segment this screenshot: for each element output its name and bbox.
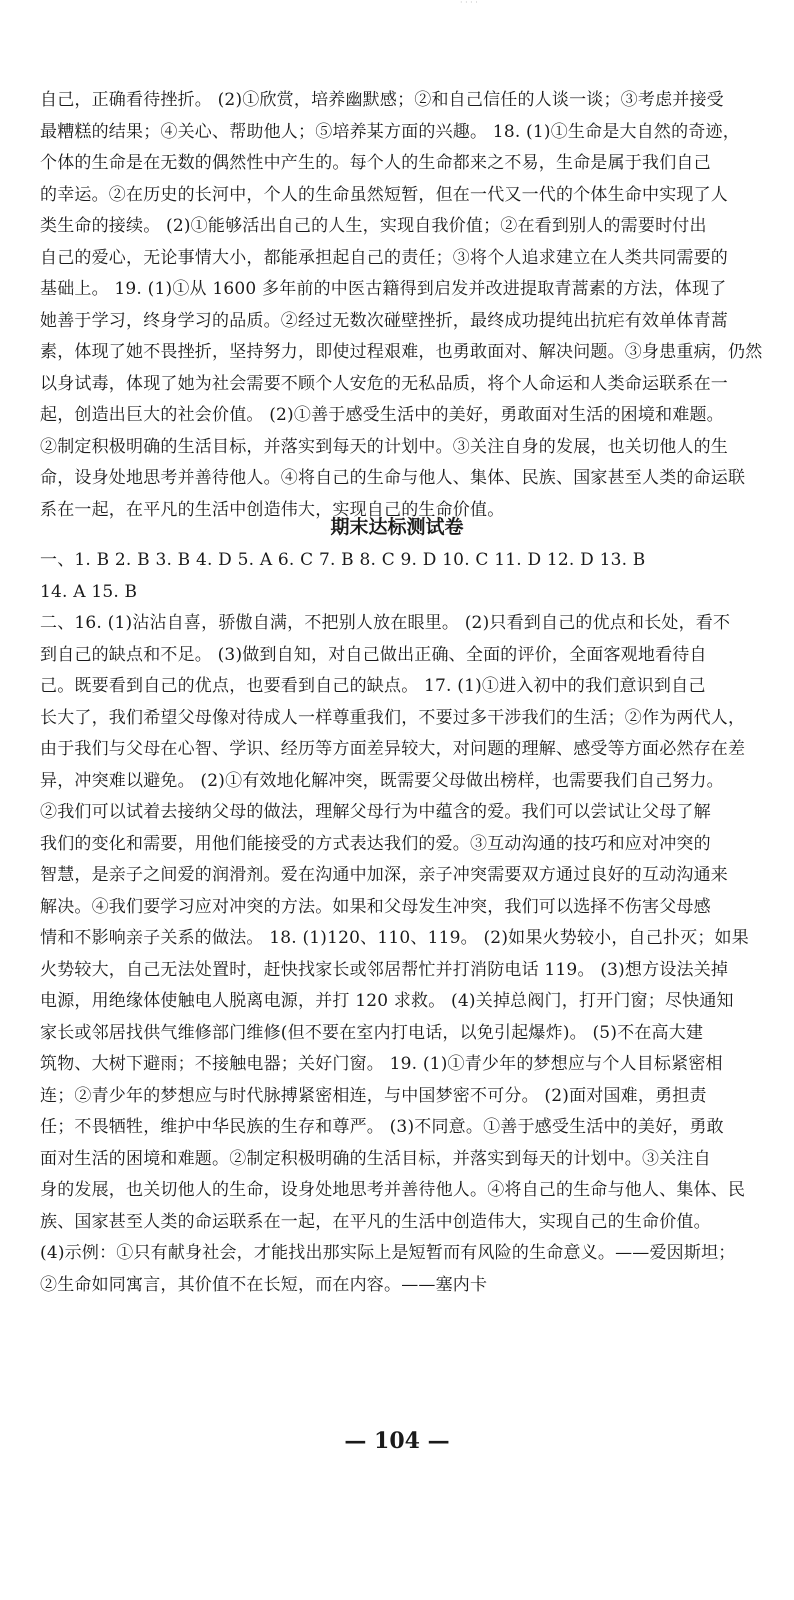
text-line: 由于我们与父母在心智、学识、经历等方面差异较大，对问题的理解、感受等方面必然存在差 [40,739,746,759]
text-line: 一、1. B 2. B 3. B 4. D 5. A 6. C 7. B 8. C 9. D 10. C 11. D 12. D 13. B [40,550,646,570]
text-line: 长大了，我们希望父母像对待成人一样尊重我们，不要过多干涉我们的生活；②作为两代人， [40,707,746,728]
text-line: 系在一起，在平凡的生活中创造伟大，实现自己的生命价值。 [40,499,505,520]
text-line: 我们的变化和需要，用他们能接受的方式表达我们的爱。③互动沟通的技巧和应对冲突的 [40,833,711,854]
text-line: 14. A 15. B [40,581,138,602]
text-line: 自己的爱心，无论事情大小，都能承担起自己的责任；③将个人追求建立在人类共同需要的 [40,247,728,268]
text-line: 己。既要看到自己的优点，也要看到自己的缺点。 17. (1)①进入初中的我们意识到自己 [40,676,706,696]
text-line: 智慧，是亲子之间爱的润滑剂。爱在沟通中加深，亲子冲突需要双方通过良好的互动沟通来 [40,865,728,885]
text-line: 情和不影响亲子关系的做法。 18. (1)120、110、119。 (2)如果火势较小，自己扑灭；如果 [40,928,749,948]
text-line: 起，创造出巨大的社会价值。 (2)①善于感受生活中的美好，勇敢面对生活的困境和难题。 [40,405,724,425]
text-line: 电源，用绝缘体使触电人脱离电源，并打 120 求救。 (4)关掉总阀门，打开门窗；尽快通知 [40,991,734,1011]
text-line: 身的发展，也关切他人的生命，设身处地思考并善待他人。④将自己的生命与他人、集体、民 [40,1180,746,1200]
text-line: 面对生活的困境和难题。②制定积极明确的生活目标，并落实到每天的计划中。③关注自 [40,1148,711,1169]
text-line: 家长或邻居找供气维修部门维修(但不要在室内打电话，以免引起爆炸)。 (5)不在高大建 [40,1022,704,1043]
text-line: 个体的生命是在无数的偶然性中产生的。每个人的生命都来之不易，生命是属于我们自己 [40,153,711,173]
text-line: 类生命的接续。 (2)①能够活出自己的人生，实现自我价值；②在看到别人的需要时付出 [40,216,707,236]
text-line: (4)示例：①只有献身社会，才能找出那实际上是短暂而有风险的生命意义。——爱因斯坦； [40,1243,736,1263]
text-line: 最糟糕的结果；④关心、帮助他人；⑤培养某方面的兴趣。 18. (1)①生命是大自然的奇迹， [40,121,740,142]
text-line: 素，体现了她不畏挫折，坚持努力，即使过程艰难，也勇敢面对、解决问题。③身患重病，仍然 [40,342,763,362]
text-line: 她善于学习，终身学习的品质。②经过无数次碰壁挫折，最终成功提纯出抗疟有效单体青蒿 [40,310,728,331]
text-line: 异，冲突难以避免。 (2)①有效地化解冲突，既需要父母做出榜样，也需要我们自己努力。 [40,770,724,791]
text-line: 到自己的缺点和不足。 (3)做到自知，对自己做出正确、全面的评价，全面客观地看待自 [40,644,707,665]
page-number: — 104 — [344,1428,450,1454]
text-line: 连；②青少年的梦想应与时代脉搏紧密相连，与中国梦密不可分。 (2)面对国难，勇担责 [40,1085,707,1106]
scan-mark: · · · · [460,0,478,7]
text-line: 族、国家甚至人类的命运联系在一起，在平凡的生活中创造伟大，实现自己的生命价值。 [40,1211,711,1232]
text-line: ②生命如同寓言，其价值不在长短，而在内容。——塞内卡 [40,1274,488,1295]
text-line: 以身试毒，体现了她为社会需要不顾个人安危的无私品质，将个人命运和人类命运联系在一 [40,373,728,394]
section-heading: 期末达标测试卷 [330,516,464,538]
text-line: ②制定积极明确的生活目标，并落实到每天的计划中。③关注自身的发展，也关切他人的生 [40,436,728,457]
text-line: 解决。④我们要学习应对冲突的方法。如果和父母发生冲突，我们可以选择不伤害父母感 [40,896,711,917]
text-line: ②我们可以试着去接纳父母的做法，理解父母行为中蕴含的爱。我们可以尝试让父母了解 [40,802,711,822]
text-line: 火势较大，自己无法处置时，赶快找家长或邻居帮忙并打消防电话 119。 (3)想方设法关掉 [40,959,729,980]
text-line: 基础上。 19. (1)①从 1600 多年前的中医古籍得到启发并改进提取青蒿素的方法，体现了 [40,279,727,299]
text-line: 任；不畏牺牲，维护中华民族的生存和尊严。 (3)不同意。①善于感受生活中的美好，勇敢 [40,1117,724,1137]
text-line: 筑物、大树下避雨；不接触电器；关好门窗。 19. (1)①青少年的梦想应与个人目标紧密相 [40,1054,723,1074]
text-line: 二、16. (1)沾沾自喜，骄傲自满，不把别人放在眼里。 (2)只看到自己的优点和长处，看不 [40,613,731,633]
text-line: 自己，正确看待挫折。 (2)①欣赏，培养幽默感；②和自己信任的人谈一谈；③考虑并接受 [40,90,724,110]
text-line: 命，设身处地思考并善待他人。④将自己的生命与他人、集体、民族、国家甚至人类的命运联 [40,468,746,488]
text-line: 的幸运。②在历史的长河中，个人的生命虽然短暂，但在一代又一代的个体生命中实现了人 [40,184,728,205]
